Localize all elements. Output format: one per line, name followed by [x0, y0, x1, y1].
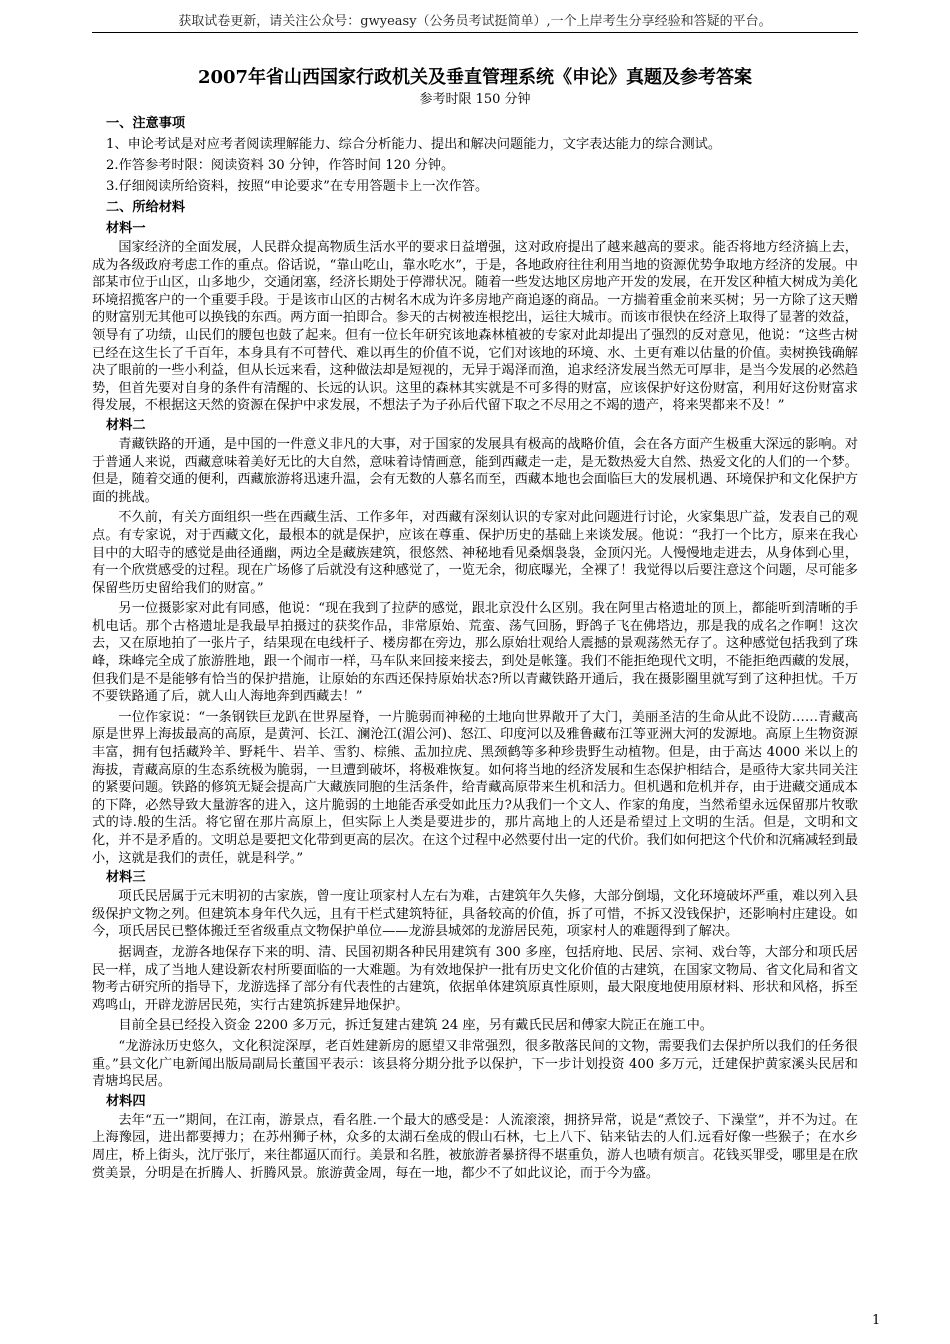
material-2-paragraph: 青藏铁路的开通，是中国的一件意义非凡的大事，对于国家的发展具有极高的战略价值，会在各方面产生极重大深远的影响。对于普通人来说，西藏意味着美好无比的大自然，意味着诗情画意，能到西藏走一走，是无数热爱大自然、热爱文化的人们的一个梦。但是，随着交通的便利，西藏旅游将迅速升温，会有无数的人慕名而至，西藏本地也会面临巨大的发展机遇、环境保护和文化保护方面的挑战。	[92, 436, 858, 505]
section-notes-heading: 一、注意事项	[106, 116, 186, 131]
material-1-title: 材料一	[106, 221, 146, 236]
material-2-title: 材料二	[106, 417, 146, 433]
material-4-paragraph: 去年“五一”期间，在江南，游景点，看名胜.一个最大的感受是：人流滚滚，拥挤异常，说是“煮饺子、下澡堂”，并不为过。在上海豫园，进出都要搏力；在苏州狮子林，众多的太湖石垒成的假山石林，七上八下、钻来钻去的人们.远看好像一些猴子；在水乡周庄，桥上街头，沈厅张厅，来往都逼仄而行。美景和名胜，被旅游者暴挤得不堪重负，游人也啧有烦言。花钱买罪受，哪里是在欣赏美景，分明是在折腾人、折腾风景。旅游黄金周，每在一地，都少不了如此议论，而于今为盛。	[92, 1112, 858, 1181]
material-3-title: 材料三	[106, 870, 146, 886]
material-2-paragraph: 另一位摄影家对此有同感，他说：“现在我到了拉萨的感觉，跟北京没什么区别。我在阿里古格遗址的顶上，都能听到清晰的手机电话。那个古格遗址是我最早拍摄过的获奖作品，非常原始、荒蛮、荡气回肠，野鸽子飞在佛塔边，那是我的成名之作啊！这次去，又在原地拍了一张片子，结果现在电线杆子、楼房都在旁边，那么原始壮观给人震撼的景观荡然无存了。这种感觉包括我到了珠峰，珠峰完全成了旅游胜地，跟一个闹市一样，马车队来回接来接去，到处是帐篷。我们不能拒绝现代文明，不能拒绝西藏的发展，但我们是不是能够有恰当的保护措施，让原始的东西还保持原始状态?所以青藏铁路开通后，我在摄影圈里就写到了这种担忧。千万不要铁路通了后，就人山人海地奔到西藏去！”	[92, 601, 858, 705]
note-item: 1、申论考试是对应考者阅读理解能力、综合分析能力、提出和解决问题能力，文字表达能力的综合测试。	[106, 137, 722, 152]
material-3-paragraph: 项氏民居属于元末明初的古家族，曾一度让项家村人左右为难，古建筑年久失修，大部分倒塌，文化环境破坏严重，难以列入县级保护文物之列。但建筑本身年代久远，且有干栏式建筑特征，具备较高的价值，拆了可惜，不拆又没钱保护，还影响村庄建设。如今，项氏居民已整体搬迁至省级重点文物保护单位——龙游县城郊的龙游居民苑，项家村人的难题得到了解决。	[92, 889, 858, 940]
material-2-paragraph: 不久前，有关方面组织一些在西藏生活、工作多年，对西藏有深刻认识的专家对此问题进行讨论，火家集思广益，发表自己的观点。有专家说，对于西藏文化，最根本的就是保护，应该在尊重、保护历史的基础上来谈发展。他说：“我打一个比方，原来在我心目中的大昭寺的感觉是曲径通幽，两边全是藏族建筑，很悠然、神秘地看见桑烟袅袅，金顶闪光。人慢慢地走进去，从身体到心里，有一个欣赏感受的过程。现在广场修了后就没有这种感觉了，一览无余，彻底曝光，全裸了！我觉得以后要注意这个问题，尽可能多保留些历史留给我们的财富。”	[92, 510, 858, 596]
document-title: 2007年省山西国家行政机关及垂直管理系统《申论》真题及参考答案	[197, 67, 753, 88]
section-materials-heading: 二、所给材料	[106, 200, 186, 215]
material-3-paragraph: “龙游泳历史悠久，文化积淀深厚，老百姓建新房的愿望又非常强烈，很多散落民间的文物，需要我们去保护所以我们的任务很重。”县文化广电新闻出版局副局长董国平表示：该县将分期分批予以保护，下一步计划投资 400 多万元，迁建保护黄家溪头民居和青塘坞民居。	[92, 1038, 858, 1090]
header-note: 获取试卷更新，请关注公众号：gwyeasy（公务员考试挺简单）,一个上岸考生分享经验和答疑的平台。	[178, 14, 772, 29]
material-2-paragraph: 一位作家说：“一条钢铁巨龙趴在世界屋脊，一片脆弱而神秘的土地向世界敞开了大门，美丽圣洁的生命从此不设防……青藏高原是世界上海拔最高的高原，是黄河、长江、澜沧江(湄公河)、怒江、印度河以及雅鲁藏布江等亚洲大河的发源地。高原上生物资源丰富，拥有包括藏羚羊、野耗牛、岩羊、雪豹、棕熊、盂加拉虎、黑颈鹤等多种珍贵野生动植物。但是，由于高达 4000 米以上的海拔，青藏高原的生态系统极为脆弱，一旦遭到破坏，将极难恢复。如何将当地的经济发展和生态保护相结合，是亟待大家共同关注的紧要问题。铁路的修筑无疑会提高广大藏族同胞的生活条件，给青藏高原带来生机和活力。但机遇和危机并存，由于进藏交通成本的下降，必然导致大量游客的进入，这片脆弱的土地能否承受如此压力?从我们一个文人、作家的角度，当然希望永远保留那片牧歌式的诗.般的生活。将它留在那片高原上，但实际上人类是要进步的，那片高地上的人还是希望过上文明的生活。但是，文明和文化，并不是矛盾的。文明总是要把文化带到更高的层次。在这个过程中必然要付出一定的代价。我们如何把这个代价和沉痛减轻到最小，这就是我们的责任，就是科学。”	[92, 709, 858, 866]
time-limit: 参考时限 150 分钟	[419, 92, 531, 107]
material-3-paragraph: 据调查，龙游各地保存下来的明、清、民国初期各种民用建筑有 300 多座，包括府地、民居、宗祠、戏台等，大部分和项氏居民一样，成了当地人建设新农村所要面临的一大难题。为有效地保护一批有历史文化价值的古建筑，在国家文物局、省文化局和省文物考古研究所的指导下，龙游选择了部分有代表性的古建筑，依据单体建筑原真性原则，最大限度地使用原材料、形状和风格，拆至鸡鸣山，开辟龙游居民苑，实行古建筑拆建异地保护。	[92, 944, 858, 1013]
note-item: 3.仔细阅读所给资料，按照“申论要求”在专用答题卡上一次作答。	[106, 179, 489, 194]
note-item: 2.作答参考时限：阅读资料 30 分钟，作答时间 120 分钟。	[106, 158, 455, 173]
document-body	[92, 66, 858, 1182]
material-3-paragraph: 目前全县已经投入资金 2200 多万元，拆迁复建古建筑 24 座，另有戴氏民居和傅家大院正在施工中。	[118, 1018, 713, 1034]
page-number: 1	[872, 1313, 881, 1328]
material-1-paragraph: 国家经济的全面发展，人民群众提高物质生活水平的要求日益增强，这对政府提出了越来越高的要求。能否将地方经济搞上去，成为各级政府考虑工作的重点。俗话说，“靠山吃山，靠水吃水”，于是，各地政府往往利用当地的资源优势争取地方经济的发展。中部某市位于山区，山多地少，交通闭塞，经济长期处于停滞状况。随着一些发达地区房地产开发的发展，在开发区种植大树成为美化环境招揽客户的一个重要手段。于是该市山区的古树名木成为许多房地产商追逐的商品。一方揣着重金前来买树；另一方除了这天赠的财富别无其他可以换钱的东西。两方面一拍即合。参天的古树被连根挖出，运往大城市。而该市很快在经济上取得了显著的效益，领导有了功绩，山民们的腰包也鼓了起来。但有一位长年研究该地森林植被的专家对此却提出了强烈的反对意见，他说：“这些古树已经在这生长了千百年，本身具有不可替代、难以再生的价值不说，它们对该地的环境、水、土更有难以估量的价值。卖树换钱确解决了眼前的一些小利益，但从长远来看，这种做法却是短视的，无异于竭泽而渔，追求经济发展当然无可厚非，是当今发展的必然趋势，但首先要对自身的条件有清醒的、长远的认识。这里的森林其实就是不可多得的财富，应该保护好这份财富，利用好这份财富求得发展，不根据这天然的资源在保护中求发展，不想法子为子孙后代留下取之不尽用之不竭的遗产，将来哭都来不及！”	[92, 240, 858, 414]
header-divider	[92, 32, 858, 33]
material-4-title: 材料四	[106, 1093, 146, 1109]
